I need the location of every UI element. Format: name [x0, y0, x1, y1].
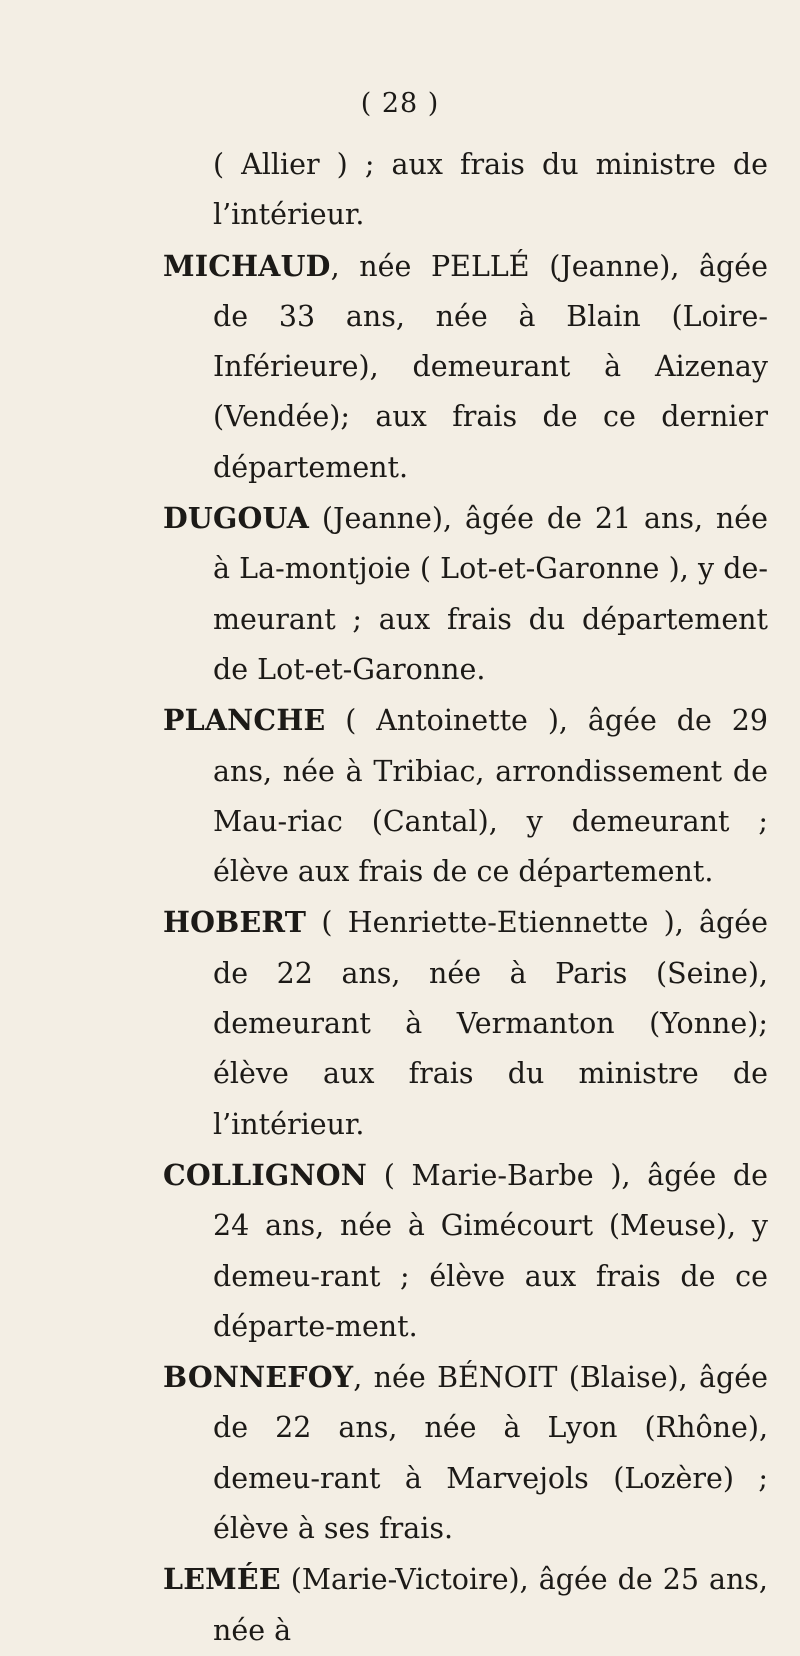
entry-text: ( Marie-Barbe ), âgée de 24 ans, née à Gimécourt (Meuse), y demeu-rant ; élève aux frais de ce départe-ment. [213, 1158, 768, 1343]
register-entry [163, 241, 768, 493]
register-text [163, 140, 768, 1656]
entry-surname: DUGOUA [163, 501, 310, 536]
entry-surname: LEMÉE [163, 1562, 281, 1597]
entry-text: ( Antoinette ), âgée de 29 ans, née à Tribiac, arrondissement de Mau-riac (Cantal), y demeurant ; élève aux frais de ce département. [213, 704, 768, 889]
entry-text: ( Allier ) ; aux frais du ministre de l’intérieur. [213, 148, 768, 232]
entry-text: , née PELLÉ (Jeanne), âgée de 33 ans, née à Blain (Loire-Inférieure), demeurant à Aizenay (Vendée); aux frais de ce dernier département. [213, 249, 768, 484]
register-entry [163, 1554, 768, 1656]
register-entry [163, 695, 768, 897]
register-entry [163, 897, 768, 1149]
entry-text: (Jeanne), âgée de 21 ans, née à La-montjoie ( Lot-et-Garonne ), y de-meurant ; aux frais du département de Lot-et-Garonne. [213, 502, 768, 686]
register-entry [163, 493, 768, 695]
entry-surname: COLLIGNON [163, 1157, 367, 1192]
entry-text: , née BÉNOIT (Blaise), âgée de 22 ans, née à Lyon (Rhône), demeu-rant à Marvejols (Lozère) ; élève à ses frais. [213, 1361, 768, 1546]
entry-surname: MICHAUD [163, 248, 331, 283]
page-number: ( 28 ) [360, 88, 440, 119]
entry-text: ( Henriette-Etiennette ), âgée de 22 ans, née à Paris (Seine), demeurant à Vermanton (Yonne); élève aux frais du ministre de l’intérieur. [213, 906, 768, 1141]
entry-surname: HOBERT [163, 905, 307, 940]
entry-text: (Marie-Victoire), âgée de 25 ans, née à [213, 1563, 768, 1647]
register-entry [163, 1352, 768, 1554]
entry-surname: BONNEFOY [163, 1360, 354, 1395]
entry-surname: PLANCHE [163, 703, 326, 738]
register-entry-continuation [163, 140, 768, 241]
register-entry [163, 1150, 768, 1352]
